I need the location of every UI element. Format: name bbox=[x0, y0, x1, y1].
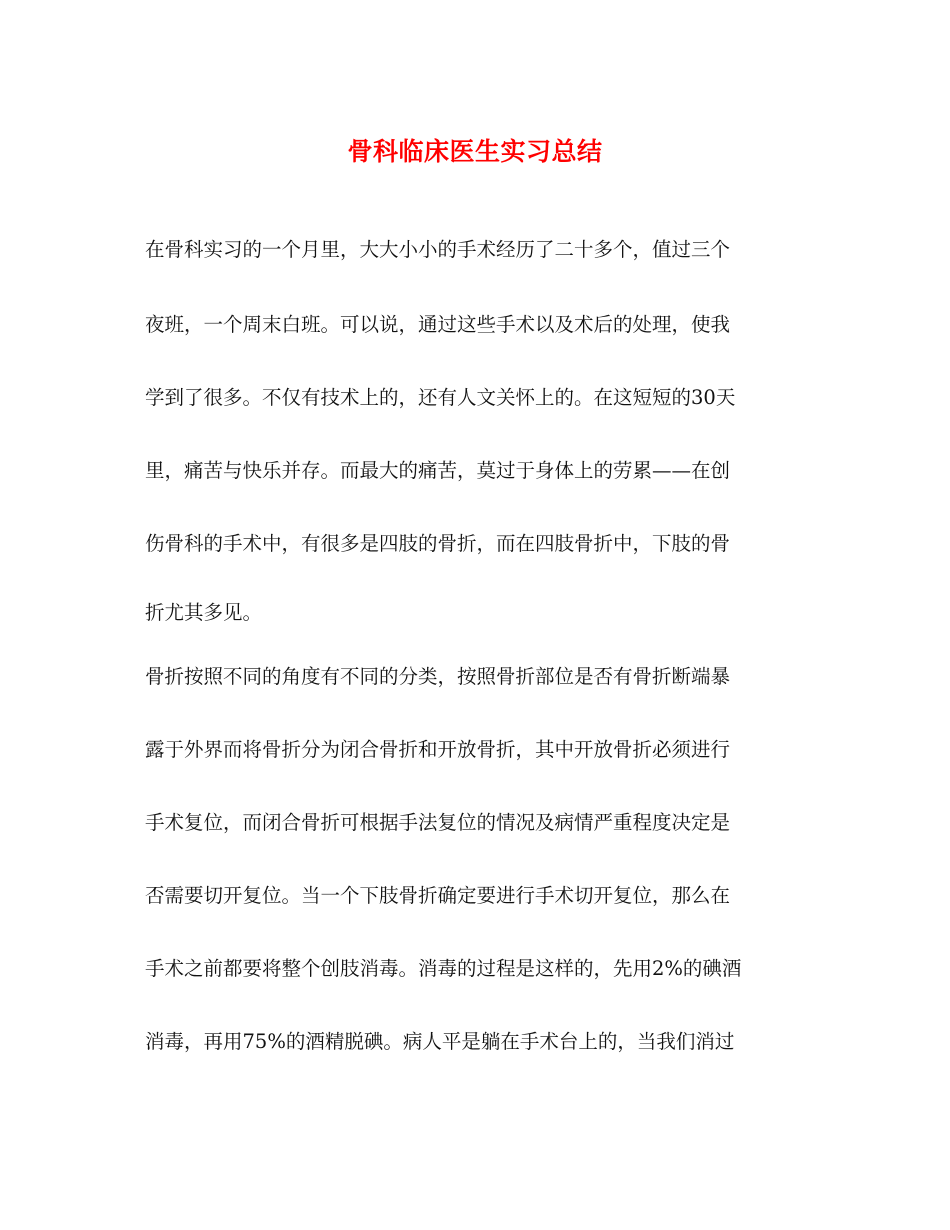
paragraph-line: 手术复位，而闭合骨折可根据手法复位的情况及病情严重程度决定是 bbox=[145, 811, 731, 834]
paragraph-line: 手术之前都要将整个创肢消毒。消毒的过程是这样的，先用2%的碘酒 bbox=[145, 957, 742, 980]
paragraph-line: 否需要切开复位。当一个下肢骨折确定要进行手术切开复位，那么在 bbox=[145, 884, 731, 907]
paragraph-line: 学到了很多。不仅有技术上的，还有人文关怀上的。在这短短的30天 bbox=[145, 386, 736, 409]
paragraph-line: 露于外界而将骨折分为闭合骨折和开放骨折，其中开放骨折必须进行 bbox=[145, 738, 731, 761]
paragraph-line: 里，痛苦与快乐并存。而最大的痛苦，莫过于身体上的劳累——在创 bbox=[145, 459, 731, 482]
document-title: 骨科临床医生实习总结 bbox=[347, 137, 603, 166]
paragraph-line: 消毒，再用75%的酒精脱碘。病人平是躺在手术台上的，当我们消过 bbox=[145, 1030, 735, 1053]
paragraph-line: 折尤其多见。 bbox=[145, 601, 263, 624]
paragraph-line: 在骨科实习的一个月里，大大小小的手术经历了二十多个，值过三个 bbox=[145, 238, 731, 261]
paragraph-line: 骨折按照不同的角度有不同的分类，按照骨折部位是否有骨折断端暴 bbox=[145, 665, 731, 688]
paragraph-line: 伤骨科的手术中，有很多是四肢的骨折，而在四肢骨折中，下肢的骨 bbox=[145, 532, 731, 555]
paragraph-line: 夜班，一个周末白班。可以说，通过这些手术以及术后的处理，使我 bbox=[145, 313, 731, 336]
